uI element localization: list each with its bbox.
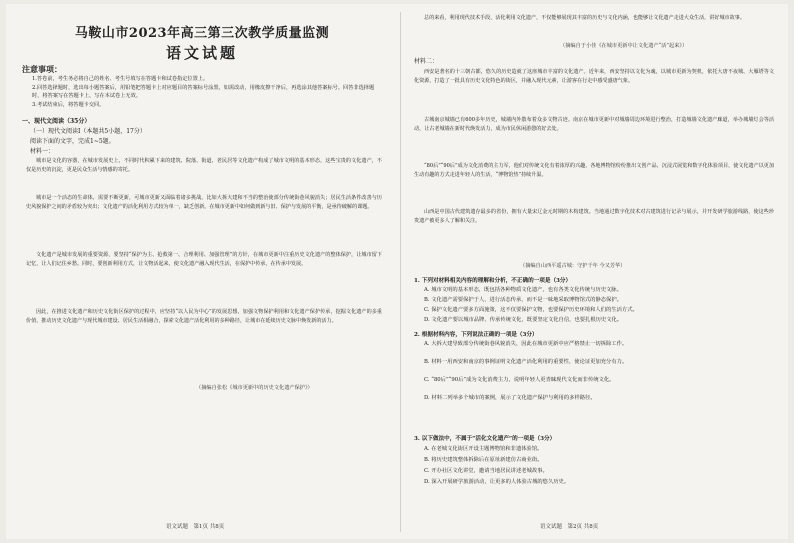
page-divider xyxy=(400,12,401,532)
passage-paragraph: 古城南京城墙已有600多年历史，城墙内外散布着众多文物古迹。南京在城市更新中对城墙周边环境进行整治，打造城墙文化遗产廊道，举办城墙灯会等活动，让古老城墙在新时代焕发活力，成为市民休闲游憩的好去处。 xyxy=(414,117,774,133)
passage-paragraph: 因此，在推进文化遗产和历史文化街区保护的过程中，应坚持“以人民为中心”的发展思想，加强文物保护利用和文化遗产保护传承，挖掘文化遗产的多重价值，推动历史文化遗产与现代城市建设、居民生活相融合，探索文化遗产活化利用的多种路径，让城市在延续历史文脉中焕发新的活力。 xyxy=(26,309,382,325)
page-footer: 语文试题 第1页 共8页 xyxy=(166,524,225,530)
exam-title: 马鞍山市2023年高三第三次教学质量监测 xyxy=(74,26,330,41)
notice-item-3: 3.考试结束后，将答题卡交回。 xyxy=(32,102,105,108)
question-option: D. 文化遗产要以城市品牌、传承传统文化，既要坚定文化自信，也要扎根历史文化。 xyxy=(424,317,623,323)
question-option: C. “80后”“90后”成为文化消费主力，说明年轻人更青睐现代文化而非传统文化。 xyxy=(424,377,615,383)
question-option: A. 大拆大建导致部分传统街巷风貌消失，因此在城市更新中应严格禁止一切拆除工作。 xyxy=(424,341,628,347)
passage-source: （摘编自于小佳《在城市更新中让文化遗产“活”起来》） xyxy=(560,43,688,49)
passage-paragraph: “80后”“90后”成为文化消费的主力军，他们对传统文化有着浓厚的兴趣。各地博物馆纷纷推出文创产品、沉浸式展览和数字化体验项目，使文化遗产以更加生动有趣的方式走进年轻人的生活，“博物馆热”持续升温。 xyxy=(414,163,774,179)
section-title: 一、现代文阅读（35分） xyxy=(22,118,91,125)
passage-paragraph: 文化遗产是城市发展的重要资源，要坚持“保护为主、抢救第一、合理利用、加强管理”的方针，在城市更新中注重历史文化遗产的整体保护，让城市留下记忆，让人们记住乡愁。同时，要创新利用方式，让文物活起来，使文化遗产融入现代生活，在保护中传承，在传承中发展。 xyxy=(26,252,382,268)
subsection-title: （一）现代文阅读Ⅰ（本题共5小题，17分） xyxy=(30,128,146,135)
notice-heading: 注意事项： xyxy=(22,64,62,74)
passage-paragraph: 西安是著名的十三朝古都，悠久的历史造就了这座城市丰富的文化遗产。近年来，西安坚持以文化为魂，以城市更新为契机，依托大唐不夜城、大雁塔等文化资源，打造了一批具有历史文化特色的街区，并融入现代元素，让游客在行走中感受盛唐气象。 xyxy=(414,69,774,85)
question-option: B. 文化遗产需要保护于人，进行活态传承，而不是一味地采取博物馆式的静态保护。 xyxy=(424,297,622,303)
subject-title: 语文试题 xyxy=(165,44,238,62)
passage-paragraph: 城市是一个活态的生命体，需要不断更新，可城市更新又面临着诸多挑战。比如大拆大建和不当的整治使部分传统街巷风貌消失；居民生活条件改善与历史风貌保护之间的矛盾较为突出；文化遗产的活化利用方式较为单一，缺乏创新。在城市更新中如何做到新与旧、保护与发展的平衡，是亟待破解的课题。 xyxy=(26,195,382,211)
question-option: D. 深入开展研学旅游活动，让更多的人体验古城的悠久历史。 xyxy=(424,479,570,485)
passage-paragraph: 总的来看，利用现代技术手段，活化利用文化遗产，不仅能够展现其丰富的历史与文化内涵，也能够让文化遗产走进大众生活，讲好城市故事。 xyxy=(424,15,745,21)
passage-source: （摘编自山西平遥古城：守护千年 今又芳华） xyxy=(520,263,626,269)
left-page xyxy=(16,4,388,539)
material-2-label: 材料二： xyxy=(414,58,439,65)
passage-paragraph: 城市是文化的容器，在城市发展史上，不同时代积累下来的建筑、院落、街道、老民居等文化遗产构成了城市文明的基本形态，这些宝贵的文化遗产，不仅是历史的沉淀，更是民众生活与情感的寄托。 xyxy=(26,158,382,174)
notice-item-1: 1.答卷前，考生务必将自己的姓名、考生号填写在答题卡和试卷指定位置上。 xyxy=(32,76,209,82)
question-stem: 1. 下列对材料相关内容的理解和分析，不正确的一项是（3分） xyxy=(414,278,572,284)
question-option: B. 将历史建筑整体拆除后在原址新建仿古商业街。 xyxy=(424,457,543,463)
notice-item-2: 2.回答选择题时，选出每小题答案后，用铅笔把答题卡上对应题目的答案标号涂黑，如需改动，用橡皮擦干净后，再选涂其他答案标号。回答非选择题时，将答案写在答题卡上，写在本试卷上无效。 xyxy=(32,85,375,99)
exam-sheet xyxy=(6,4,788,539)
reading-instruction: 阅读下面的文字，完成1~5题。 xyxy=(30,138,115,145)
question-option: C. 保护文化遗产要多方面施策，这不仅要保护文物，也要保护历史环境和人们的生活方式。 xyxy=(424,307,638,313)
passage-source: （摘编自张松《城市更新中的历史文化遗产保护》） xyxy=(196,385,313,391)
question-option: B. 材料一用西安和南京的事例证明文化遗产活化利用的重要性，使论证更加充分有力。 xyxy=(424,359,628,365)
question-option: C. 开办社区文化讲堂，邀请当地居民讲述老城故事。 xyxy=(424,468,548,474)
right-page xyxy=(410,4,780,539)
question-option: D. 材料二列举多个城市的案例，展示了文化遗产保护与利用的多样路径。 xyxy=(424,395,596,401)
question-stem: 3. 以下做法中，不属于“活化文化遗产”的一项是（3分） xyxy=(414,436,556,442)
question-stem: 2. 根据材料内容，下列说法正确的一项是（3分） xyxy=(414,332,538,338)
material-1-label: 材料一： xyxy=(30,148,55,155)
passage-paragraph: 山西是中国古代建筑遗存最多的省份，拥有大量宋辽金元时期的木构建筑。当地通过数字化技术对古建筑进行记录与展示，并开发研学旅游线路，使这些珍贵遗产被更多人了解和关注。 xyxy=(414,209,774,225)
question-option: A. 城市文明的基本形态，既包括各种物质文化遗产，也有各类文化传统与历史文脉。 xyxy=(424,287,622,293)
page-footer: 语文试题 第2页 共8页 xyxy=(540,524,599,530)
question-option: A. 在老城文化街区开设主题博物馆和非遗体验馆。 xyxy=(424,446,543,452)
